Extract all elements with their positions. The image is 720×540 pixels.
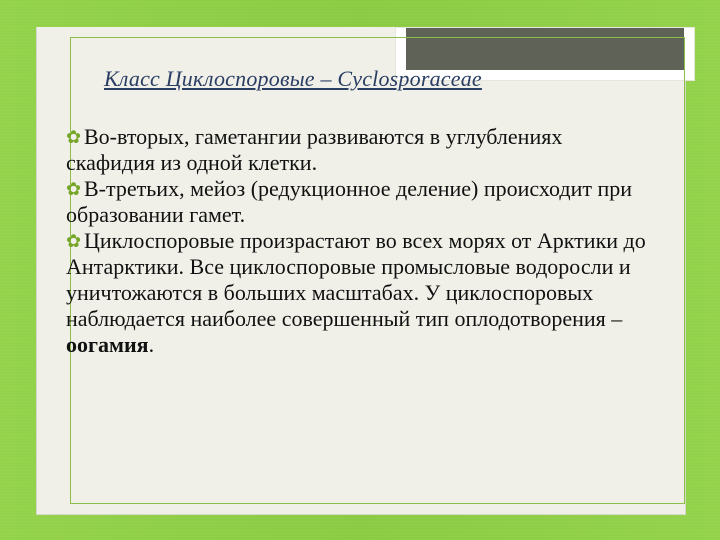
bullet-paragraph-3 (66, 228, 656, 358)
bullet-text-3-main: Циклоспоровые произрастают во всех морях от Арктики до Антарктики. Все циклоспоровые промысловые водоросли и уничтожаются в больших масштабах. У циклоспоровых наблюдается наиболее совершенный тип оплодотворения – (66, 228, 646, 331)
green-bullet-icon: ✿ (66, 127, 82, 147)
slide-title: Класс Циклоспоровые – Cyclosporaceae (104, 66, 482, 91)
bullet-text-2: В-третьих, мейоз (редукционное деление) происходит при образовании гамет. (66, 176, 633, 227)
bullet-paragraph-2 (66, 176, 656, 228)
dark-accent-panel (406, 28, 684, 70)
slide-content (66, 124, 656, 358)
green-bullet-icon: ✿ (66, 231, 82, 251)
bullet-text-1: Во-вторых, гаметангии развиваются в углублениях скафидия из одной клетки. (66, 124, 563, 175)
bullet-text-3-end: . (148, 332, 155, 357)
bullet-text-3-bold: оогамия (66, 332, 149, 357)
green-bullet-icon: ✿ (66, 179, 82, 199)
bullet-paragraph-1 (66, 124, 656, 176)
